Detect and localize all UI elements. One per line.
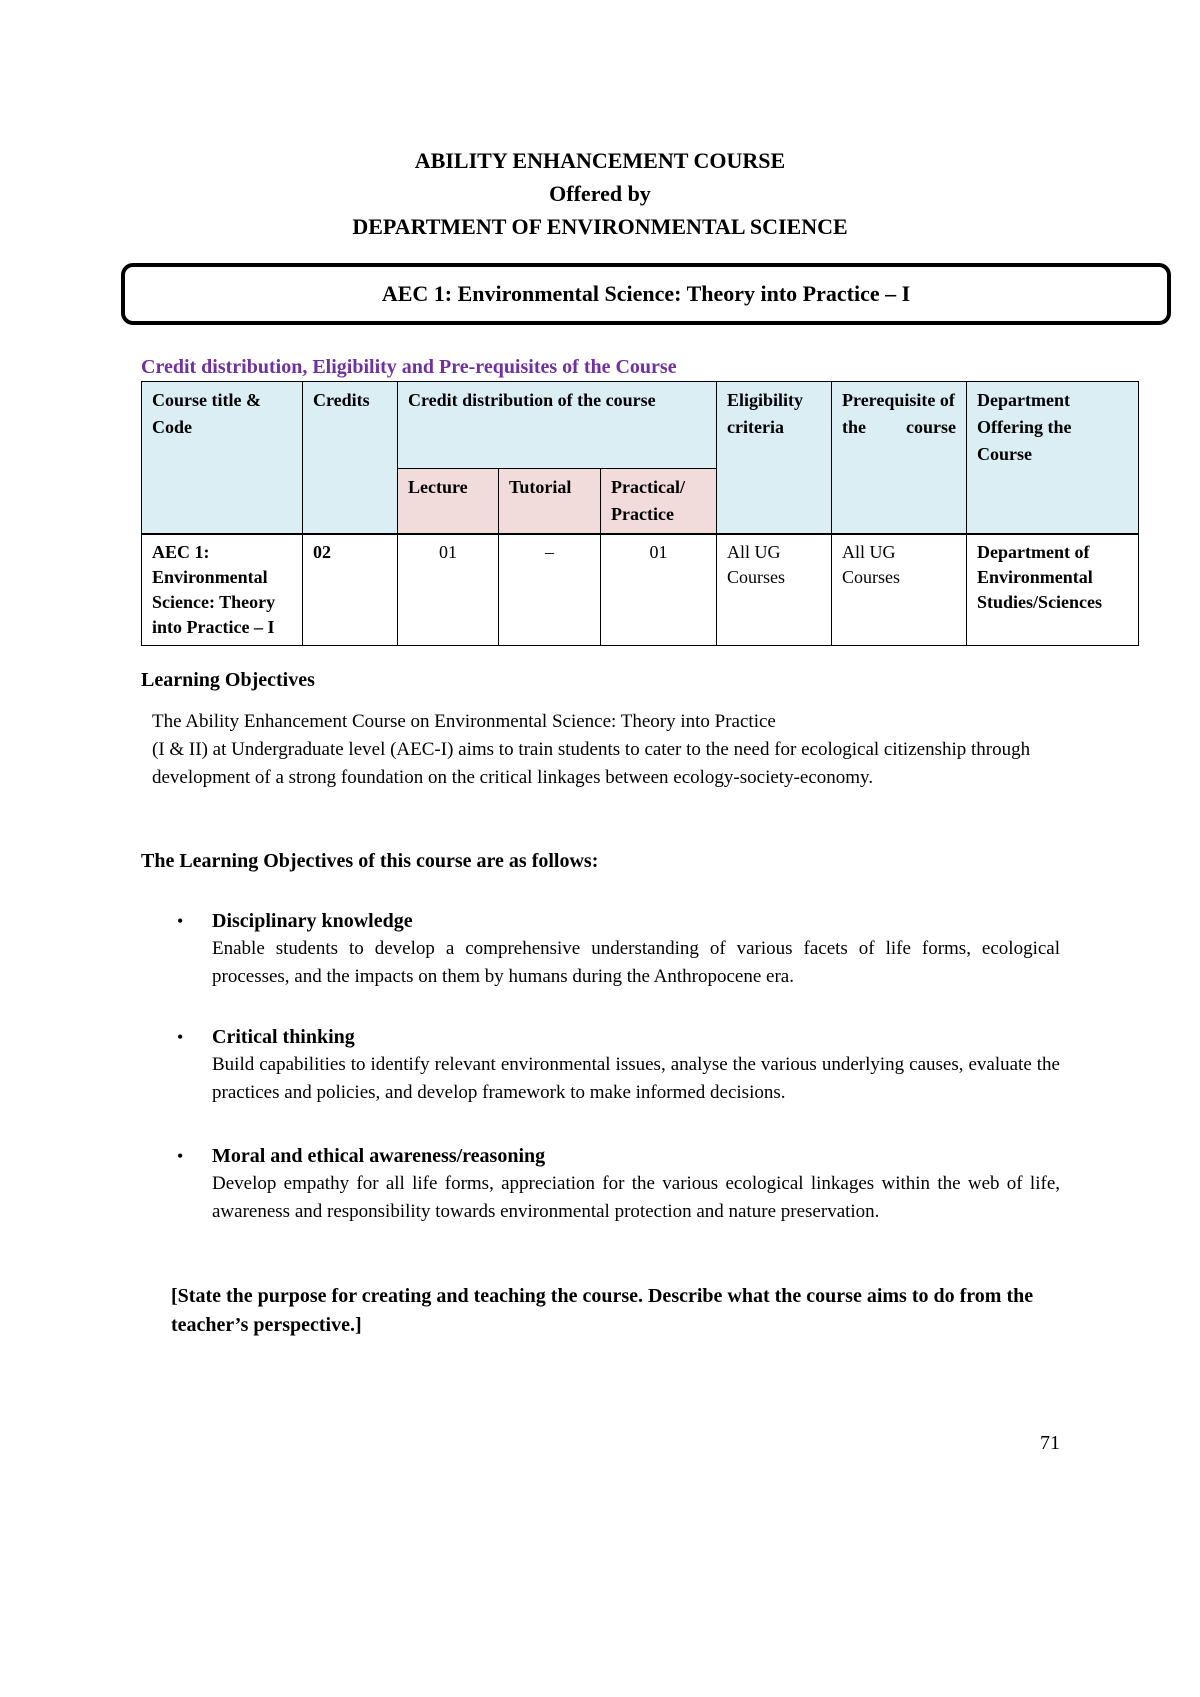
bullet-icon: • — [177, 1027, 184, 1047]
page-number: 71 — [1040, 1432, 1060, 1454]
objective-title: Moral and ethical awareness/reasoning — [212, 1145, 546, 1167]
cell-tutorial: – — [499, 534, 601, 646]
intro-line-1: The Ability Enhancement Course on Environmental Science: Theory into Practice — [152, 711, 776, 732]
header-eligibility: Eligibility criteria — [717, 382, 832, 535]
header-department: Department Offering the Course — [967, 382, 1139, 535]
header-credit-distribution: Credit distribution of the course — [398, 382, 717, 469]
credit-distribution-table — [141, 381, 1139, 646]
learning-objectives-intro — [152, 708, 1060, 792]
course-title: AEC 1: Environmental Science: Theory into Practice – I — [381, 281, 911, 306]
objective-description: Enable students to develop a comprehensive understanding of various facets of life forms, ecological processes, and the impacts on them by humans during the Anthropocene era. — [212, 938, 1060, 987]
objective-title: Critical thinking — [212, 1026, 355, 1048]
cell-course-title: AEC 1: Environmental Science: Theory into Practice – I — [142, 534, 303, 646]
credit-section-heading: Credit distribution, Eligibility and Pre-requisites of the Course — [141, 356, 677, 378]
cell-department: Department of Environmental Studies/Sciences — [967, 534, 1139, 646]
header-course-title: Course title & Code — [142, 382, 303, 535]
objective-description: Build capabilities to identify relevant environmental issues, analyse the various underlying causes, evaluate the practices and policies, and develop framework to make informed decisions. — [212, 1054, 1060, 1103]
header-credits: Credits — [303, 382, 398, 535]
page-heading-offered-by: Offered by — [549, 181, 651, 206]
page-heading-course-type: ABILITY ENHANCEMENT COURSE — [414, 148, 786, 173]
cell-eligibility: All UG Courses — [717, 534, 832, 646]
table-row — [142, 534, 1139, 646]
cell-prerequisite: All UG Courses — [832, 534, 967, 646]
list-item — [177, 1023, 1060, 1107]
course-purpose-note: [State the purpose for creating and teaching the course. Describe what the course aims to do from the teacher’s perspective.] — [171, 1285, 1034, 1336]
cell-practical: 01 — [601, 534, 717, 646]
bullet-icon: • — [177, 1146, 184, 1166]
header-tutorial: Tutorial — [499, 469, 601, 535]
header-practical: Practical/ Practice — [601, 469, 717, 535]
intro-line-2: (I & II) at Undergraduate level (AEC-I) aims to train students to cater to the need for ecological citizenship through development of a strong foundation on the critical linkages between ecology-society-economy. — [152, 739, 1031, 788]
cell-credits: 02 — [303, 534, 398, 646]
objective-description: Develop empathy for all life forms, appreciation for the various ecological linkages within the web of life, awareness and responsibility towards environmental protection and nature preservation. — [212, 1173, 1060, 1222]
table-header-row — [142, 382, 1139, 469]
cell-lecture: 01 — [398, 534, 499, 646]
objective-title: Disciplinary knowledge — [212, 910, 413, 932]
list-item — [177, 1142, 1060, 1226]
bullet-icon: • — [177, 911, 184, 931]
header-prerequisite: Prerequisite of the course — [832, 382, 967, 535]
header-lecture: Lecture — [398, 469, 499, 535]
list-item — [177, 907, 1060, 991]
page-heading-department: DEPARTMENT OF ENVIRONMENTAL SCIENCE — [352, 214, 848, 239]
learning-objectives-title: Learning Objectives — [141, 669, 315, 691]
course-title-box — [121, 263, 1171, 325]
objectives-list-heading: The Learning Objectives of this course are as follows: — [141, 850, 599, 872]
